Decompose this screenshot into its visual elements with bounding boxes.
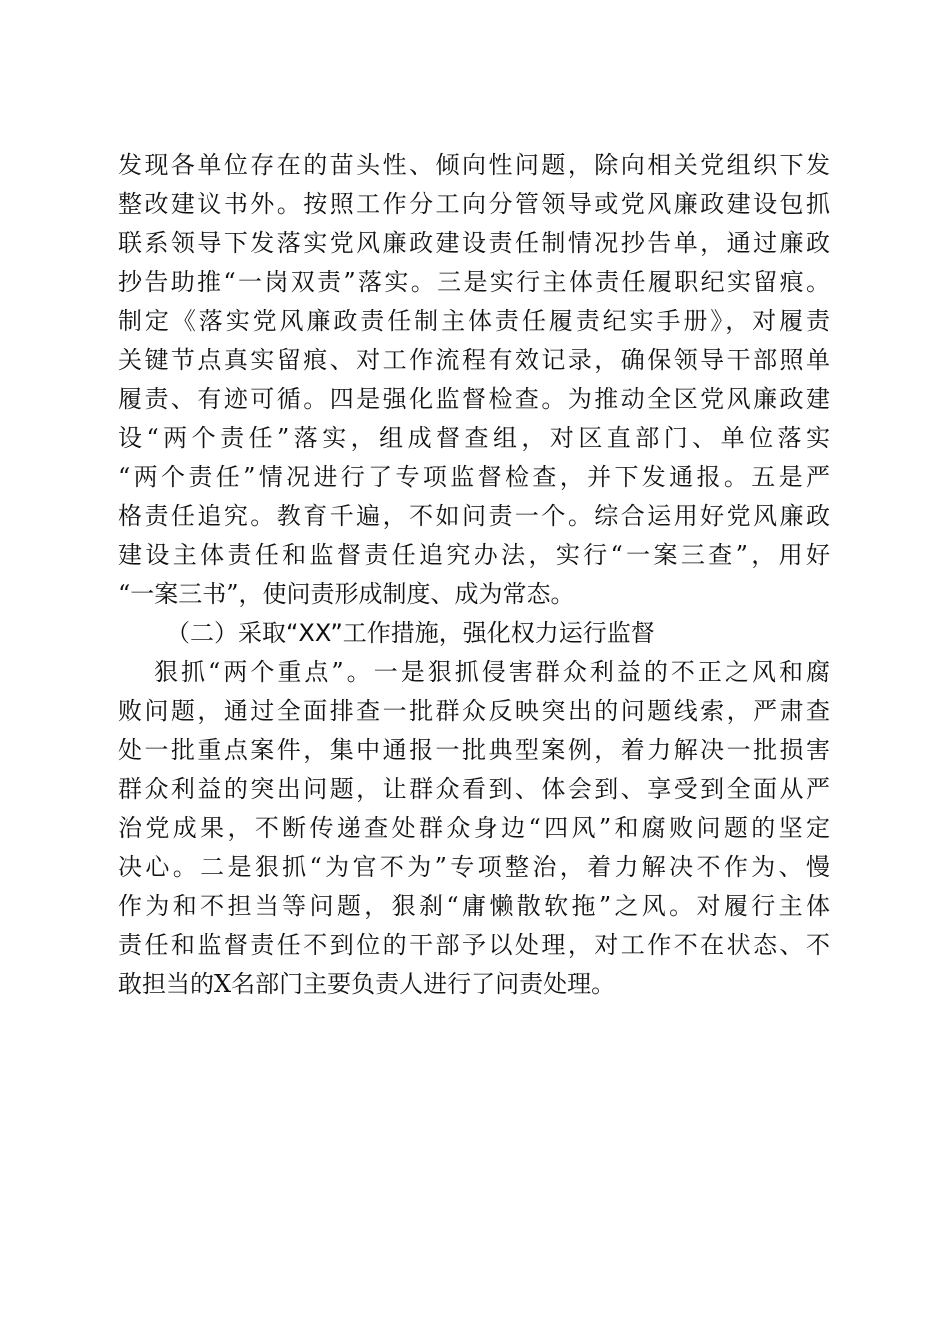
paragraph-line: 发现各单位存在的苗头性、倾向性问题，除向相关党组织下发 <box>118 151 830 179</box>
paragraph-line: 敢担当的X名部门主要负责人进行了问责处理。 <box>118 970 616 998</box>
paragraph-line: 狠抓“两个重点”。一是狠抓侵害群众利益的不正之风和腐 <box>154 658 830 686</box>
paragraph-line: 决心。二是狠抓“为官不为”专项整治，着力解决不作为、慢 <box>118 853 830 881</box>
paragraph-line: 整改建议书外。按照工作分工向分管领导或党风廉政建设包抓 <box>118 190 830 218</box>
paragraph-line: 联系领导下发落实党风廉政建设责任制情况抄告单，通过廉政 <box>118 229 830 257</box>
paragraph-line: 治党成果，不断传递查处群众身边“四风”和腐败问题的坚定 <box>118 814 830 842</box>
paragraph-line: 建设主体责任和监督责任追究办法，实行“一案三查”，用好 <box>118 541 830 569</box>
paragraph-line: 作为和不担当等问题，狠刹“庸懒散软拖”之风。对履行主体 <box>118 892 830 920</box>
paragraph-1 <box>118 146 830 614</box>
paragraph-line: 设“两个责任”落实，组成督查组，对区直部门、单位落实 <box>118 424 830 452</box>
paragraph-line: 责任和监督责任不到位的干部予以处理，对工作不在状态、不 <box>118 931 830 959</box>
paragraph-line: 关键节点真实留痕、对工作流程有效记录，确保领导干部照单 <box>118 346 830 374</box>
paragraph-line: 制定《落实党风廉政责任制主体责任履责纪实手册》，对履责 <box>118 307 830 335</box>
document-body <box>118 146 830 1004</box>
paragraph-line: 群众利益的突出问题，让群众看到、体会到、享受到全面从严 <box>118 775 830 803</box>
paragraph-line: 格责任追究。教育千遍，不如问责一个。综合运用好党风廉政 <box>118 502 830 530</box>
paragraph-2 <box>118 653 830 1004</box>
paragraph-line: 处一批重点案件，集中通报一批典型案例，着力解决一批损害 <box>118 736 830 764</box>
paragraph-line: 抄告助推“一岗双责”落实。三是实行主体责任履职纪实留痕。 <box>118 268 830 296</box>
paragraph-line: “两个责任”情况进行了专项监督检查，并下发通报。五是严 <box>118 463 830 491</box>
section-heading: （二）采取“XX”工作措施，强化权力运行监督 <box>166 619 655 647</box>
paragraph-line: “一案三书”，使问责形成制度、成为常态。 <box>118 580 575 608</box>
paragraph-line: 履责、有迹可循。四是强化监督检查。为推动全区党风廉政建 <box>118 385 830 413</box>
paragraph-line: 败问题，通过全面排查一批群众反映突出的问题线索，严肃查 <box>118 697 830 725</box>
